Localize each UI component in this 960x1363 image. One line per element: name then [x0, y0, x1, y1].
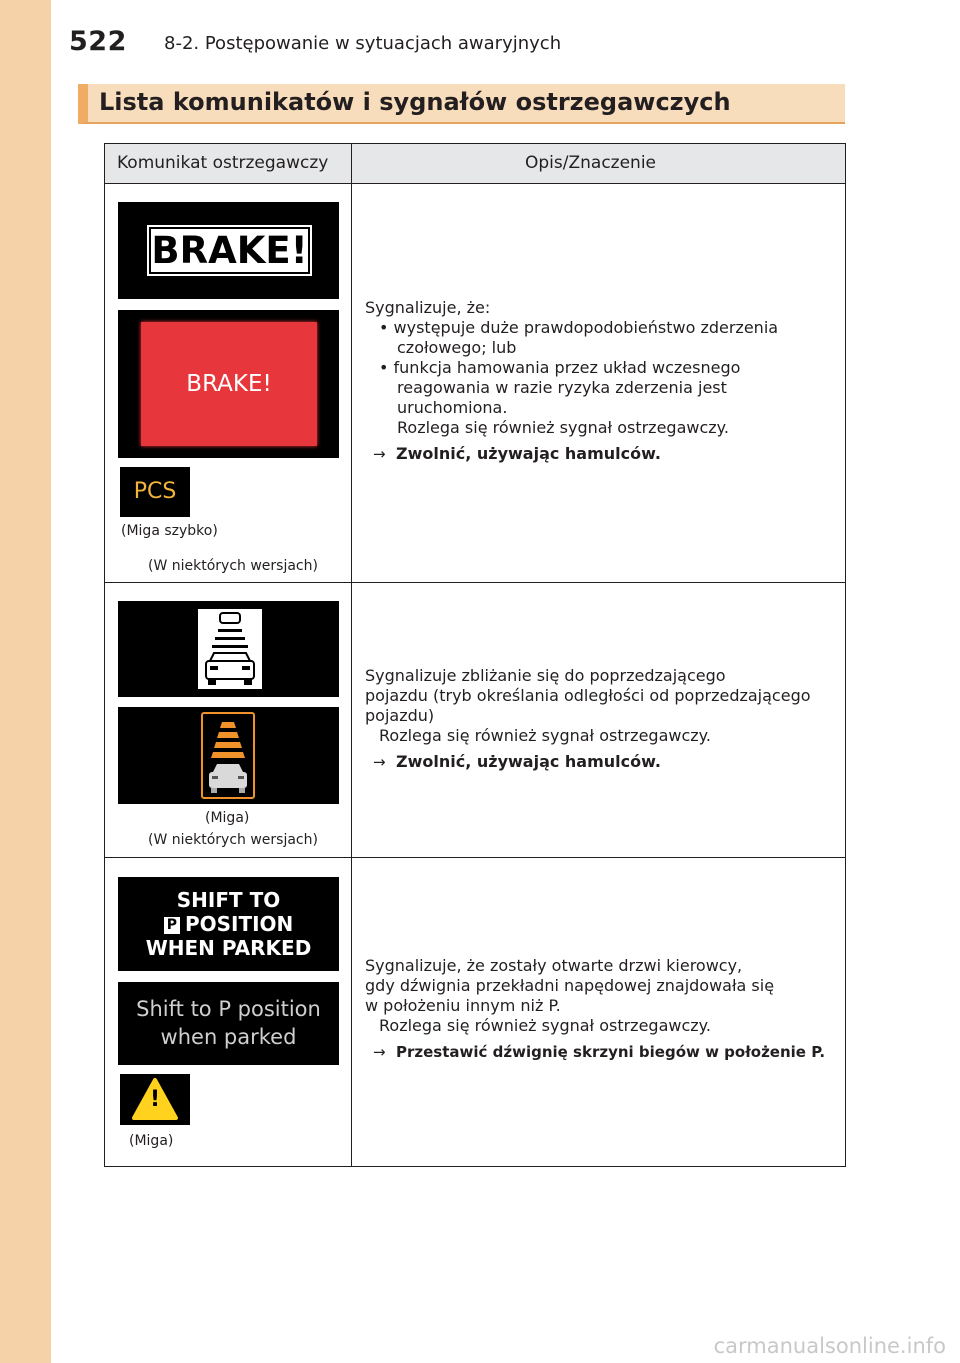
car-ahead-color-icon [201, 712, 255, 799]
header-warning-message: Komunikat ostrzegawczy [117, 153, 329, 173]
bullet-glyph: • [379, 358, 389, 377]
distance-display-color [118, 707, 339, 804]
row-divider [105, 582, 845, 583]
shift-line: POSITION [184, 912, 294, 936]
warning-indicator [120, 1074, 190, 1125]
column-divider [351, 144, 352, 1166]
variant-note: (W niektórych wersjach) [148, 832, 318, 848]
section-title-band [78, 84, 845, 124]
blink-note: (Miga szybko) [121, 523, 218, 539]
warning-messages-table [104, 143, 846, 1167]
blink-note: (Miga) [205, 810, 250, 826]
variant-note: (W niektórych wersjach) [148, 558, 318, 574]
buzzer-note: Rozlega się również sygnał ostrzegawczy. [379, 726, 711, 745]
shift-line: Shift to P position [136, 997, 321, 1021]
arrow-icon: → [373, 445, 386, 463]
chapter-title: 8-2. Postępowanie w sytuacjach awaryjnych [164, 33, 562, 54]
brake-description [365, 298, 778, 464]
exclamation-icon: ! [149, 1087, 161, 1112]
action-text: Przestawić dźwignię skrzyni biegów w położenie P. [396, 1043, 826, 1061]
table-header [105, 144, 845, 184]
pcs-icon: PCS [133, 479, 177, 504]
shift-description [365, 956, 825, 1062]
shift-display-monochrome [118, 877, 339, 971]
brake-text: BRAKE! [186, 371, 272, 397]
shift-display-color [118, 982, 339, 1065]
description-line: Sygnalizuje, że: [365, 298, 491, 317]
distance-description [365, 666, 811, 772]
shift-line: SHIFT TO [176, 888, 281, 912]
action-text: Zwolnić, używając hamulców. [396, 444, 661, 463]
arrow-icon: → [373, 1043, 386, 1061]
description-line: pojazdu) [365, 706, 435, 725]
description-line: Sygnalizuje, że zostały otwarte drzwi kierowcy, [365, 956, 743, 975]
header-description: Opis/Znaczenie [525, 153, 657, 173]
bullet-continuation: uruchomiona. [397, 398, 508, 417]
action-text: Zwolnić, używając hamulców. [396, 752, 661, 771]
bullet-continuation: czołowego; lub [397, 338, 517, 357]
watermark: carmanualsonline.info [713, 1334, 946, 1358]
shift-line-with-badge [118, 912, 339, 936]
brake-display-monochrome [118, 202, 339, 299]
shift-line: when parked [160, 1025, 297, 1049]
blink-note: (Miga) [129, 1133, 174, 1149]
row-divider [105, 857, 845, 858]
bullet-text: funkcja hamowania przez układ wczesnego [393, 358, 741, 377]
brake-text: BRAKE! [151, 229, 308, 272]
brake-display-color [118, 310, 339, 458]
p-badge-icon: P [164, 917, 180, 934]
bullet-item [365, 318, 778, 338]
bullet-text: występuje duże prawdopodobieństwo zderzenia [393, 318, 779, 337]
description-line: w położeniu innym niż P. [365, 996, 561, 1015]
description-line: Sygnalizuje zbliżanie się do poprzedzającego [365, 666, 726, 685]
action-line [365, 444, 778, 464]
action-line [365, 1042, 825, 1062]
bullet-continuation: reagowania w razie ryzyka zderzenia jest [397, 378, 727, 397]
shift-line: WHEN PARKED [145, 936, 312, 960]
distance-display-monochrome [118, 601, 339, 697]
section-title: Lista komunikatów i sygnałów ostrzegawczych [99, 88, 731, 116]
buzzer-note: Rozlega się również sygnał ostrzegawczy. [397, 418, 729, 437]
buzzer-note: Rozlega się również sygnał ostrzegawczy. [379, 1016, 711, 1035]
pcs-indicator [120, 467, 190, 517]
action-line [365, 752, 811, 772]
description-line: gdy dźwignia przekładni napędowej znajdowała się [365, 976, 775, 995]
side-color-strip [0, 0, 51, 1363]
page-number: 522 [69, 26, 127, 57]
bullet-item [365, 358, 778, 378]
arrow-icon: → [373, 753, 386, 771]
car-ahead-icon [198, 609, 262, 689]
bullet-glyph: • [379, 318, 389, 337]
description-line: pojazdu (tryb określania odległości od poprzedzającego [365, 686, 811, 705]
